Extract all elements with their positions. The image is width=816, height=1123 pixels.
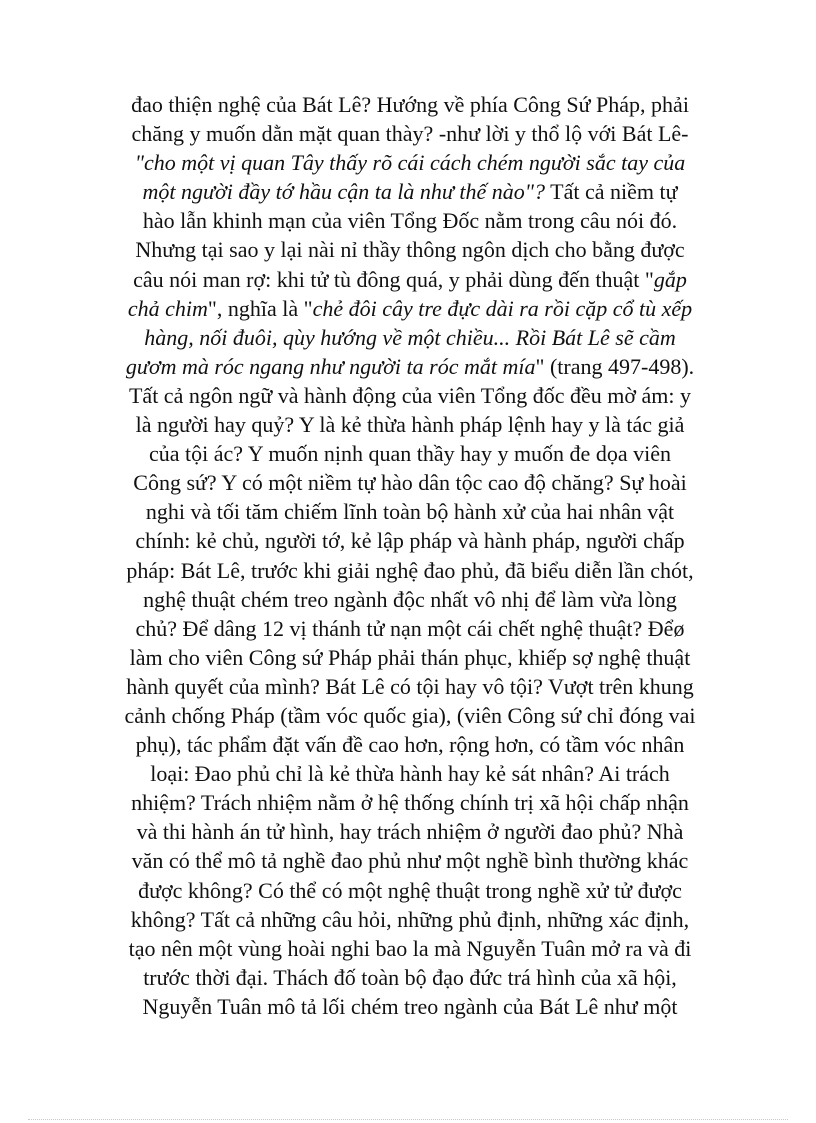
text-line <box>110 963 710 992</box>
text-segment: chủ? Để dâng 12 vị thánh tử nạn một cái chết nghệ thuật? Đểø <box>135 615 685 641</box>
text-line <box>110 643 710 672</box>
text-segment: Tất cả niềm tự <box>545 179 678 205</box>
text-line <box>110 265 710 294</box>
italic-quote-segment: một người đầy tớ hầu cận ta là như thế nào"? <box>142 179 546 205</box>
text-segment: pháp: Bát Lê, trước khi giải nghệ đao phủ, đã biểu diễn lần chót, <box>126 557 694 583</box>
text-line <box>110 934 710 963</box>
text-segment: cảnh chống Pháp (tầm vóc quốc gia), (viên Công sứ chỉ đóng vai <box>124 702 696 728</box>
text-segment: tạo nên một vùng hoài nghi bao la mà Nguyễn Tuân mở ra và đi <box>128 935 692 961</box>
italic-quote-segment: gươm mà róc ngang như người ta róc mắt mía <box>125 353 536 379</box>
text-line <box>110 905 710 934</box>
page-bottom-border <box>28 1119 788 1120</box>
body-text <box>110 90 710 1021</box>
italic-quote-segment: "cho một vị quan Tây thấy rõ cái cách chém người sắc tay của <box>134 150 686 176</box>
text-segment: Nguyễn Tuân mô tả lối chém treo ngành của Bát Lê như một <box>142 993 678 1019</box>
text-line <box>110 177 710 206</box>
text-line <box>110 294 710 323</box>
text-line <box>110 468 710 497</box>
text-line <box>110 352 710 381</box>
text-segment: hào lẫn khinh mạn của viên Tổng Đốc nằm trong câu nói đó. <box>142 208 678 234</box>
text-line <box>110 876 710 905</box>
text-line <box>110 119 710 148</box>
text-segment: chính: kẻ chủ, người tớ, kẻ lập pháp và hành pháp, người chấp <box>135 528 685 554</box>
text-segment: nghi và tối tăm chiếm lĩnh toàn bộ hành xử của hai nhân vật <box>145 499 675 525</box>
text-line <box>110 788 710 817</box>
text-segment: đao thiện nghệ của Bát Lê? Hướng về phía Công Sứ Pháp, phải <box>131 92 689 117</box>
text-line <box>110 846 710 875</box>
text-line <box>110 526 710 555</box>
text-line <box>110 672 710 701</box>
text-segment: phụ), tác phẩm đặt vấn đề cao hơn, rộng hơn, có tầm vóc nhân <box>135 732 685 758</box>
text-line <box>110 439 710 468</box>
text-line <box>110 235 710 264</box>
text-segment: và thi hành án tử hình, hay trách nhiệm ở người đao phủ? Nhà <box>136 819 684 845</box>
text-segment: không? Tất cả những câu hỏi, những phủ định, những xác định, <box>130 906 690 932</box>
text-segment: nhiệm? Trách nhiệm nằm ở hệ thống chính trị xã hội chấp nhận <box>131 790 689 816</box>
text-line <box>110 556 710 585</box>
text-line <box>110 410 710 439</box>
text-segment: Nhưng tại sao y lại nài nỉ thầy thông ngôn dịch cho bằng được <box>135 237 685 263</box>
text-segment: của tội ác? Y muốn nịnh quan thầy hay y muốn đe dọa viên <box>149 441 671 467</box>
text-segment: trước thời đại. Thách đố toàn bộ đạo đức trá hình của xã hội, <box>143 964 677 990</box>
text-segment: ", nghĩa là " <box>207 295 313 321</box>
italic-quote-segment: hàng, nối đuôi, qùy hướng về một chiều... Rồi Bát Lê sẽ cầm <box>144 324 676 350</box>
text-segment: làm cho viên Công sứ Pháp phải thán phục, khiếp sợ nghệ thuật <box>129 644 691 670</box>
text-line <box>110 90 710 119</box>
italic-quote-segment: gắp <box>653 266 687 292</box>
text-line <box>110 992 710 1021</box>
text-segment: loại: Đao phủ chỉ là kẻ thừa hành hay kẻ sát nhân? Ai trách <box>150 761 670 787</box>
text-segment: văn có thể mô tả nghề đao phủ như một nghề bình thường khác <box>131 848 689 874</box>
text-segment: chăng y muốn dằn mặt quan thày? -như lời y thổ lộ với Bát Lê- <box>131 121 689 147</box>
text-segment: được không? Có thể có một nghệ thuật trong nghề xử tử được <box>138 877 682 903</box>
text-segment: hành quyết của mình? Bát Lê có tội hay vô tội? Vượt trên khung <box>126 673 694 699</box>
text-line <box>110 817 710 846</box>
text-segment: Tất cả ngôn ngữ và hành động của viên Tổng đốc đều mờ ám: y <box>128 382 691 408</box>
text-segment: là người hay quỷ? Y là kẻ thừa hành pháp lệnh hay y là tác giả <box>135 412 685 438</box>
text-line <box>110 730 710 759</box>
text-line <box>110 759 710 788</box>
text-segment: nghệ thuật chém treo ngành độc nhất vô nhị để làm vừa lòng <box>143 586 677 612</box>
italic-quote-segment: chả chim <box>127 295 208 321</box>
text-segment: Công sứ? Y có một niềm tự hào dân tộc cao độ chăng? Sự hoài <box>133 470 687 496</box>
text-line <box>110 614 710 643</box>
text-line <box>110 381 710 410</box>
text-line <box>110 585 710 614</box>
italic-quote-segment: chẻ đôi cây tre đực dài ra rồi cặp cổ tù xếp <box>312 295 693 321</box>
text-line <box>110 497 710 526</box>
text-segment: " (trang 497-498). <box>535 353 695 379</box>
text-line <box>110 206 710 235</box>
text-line <box>110 323 710 352</box>
text-line <box>110 148 710 177</box>
text-segment: câu nói man rợ: khi tử tù đông quá, y phải dùng đến thuật " <box>133 266 654 292</box>
text-line <box>110 701 710 730</box>
